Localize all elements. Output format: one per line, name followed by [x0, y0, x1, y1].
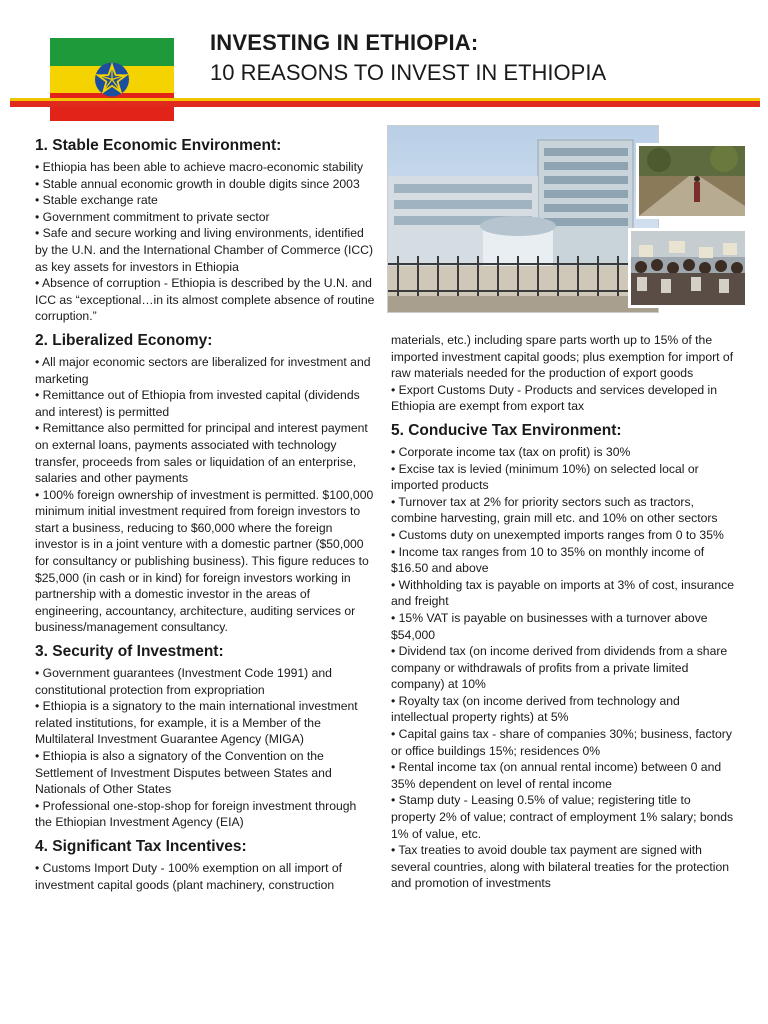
export-duty-list	[391, 382, 736, 415]
left-column	[35, 136, 375, 893]
list-item: • Export Customs Duty - Products and services developed in Ethiopia are exempt from export tax	[391, 382, 718, 414]
building-photo	[387, 125, 659, 313]
list-item: • Withholding tax is payable on imports at 3% of cost, insurance and freight	[391, 577, 734, 609]
list-item: • Customs duty on unexempted imports ranges from 0 to 35%	[391, 527, 724, 542]
header-rule-red	[10, 101, 760, 107]
list-item: • Government guarantees (Investment Code 1991) and constitutional protection from expropriation	[35, 666, 332, 697]
list-item: • Ethiopia has been able to achieve macro-economic stability	[35, 160, 364, 174]
list-item: • Tax treaties to avoid double tax payment are signed with several countries, along with bilateral treaties for the protection and promotion of investments	[391, 843, 730, 891]
list-item: • Government commitment to private sector	[35, 209, 270, 224]
page-subtitle: 10 REASONS TO INVEST IN ETHIOPIA	[210, 60, 607, 85]
list-item: • Capital gains tax - share of companies 30%; business, factory or office buildings 15%; residences 0%	[391, 727, 732, 758]
list-item: • 100% foreign ownership of investment is permitted. $100,000 minimum initial investment required from foreign investors to start a business, reducing to $60,000 where the foreign investor is in a joint venture with a domestic partner ($50,000 for consultancy or publishing business). This figure reduces to $25,000 (in cash or in kind) for foreign investors working in partnership with a domestic investor in the areas of engineering, accountancy, architecture, auditing services or business/management consultancy.	[35, 487, 374, 635]
list-item: • Rental income tax (on annual rental income) between 0 and 35% dependent on level of rental income	[391, 760, 722, 791]
list-item: • Royalty tax (on income derived from technology and intellectual property rights) at 5%	[391, 693, 680, 725]
section-heading-tax-incentives: 4. Significant Tax Incentives:	[35, 837, 247, 855]
section-heading-liberalized-economy: 2. Liberalized Economy:	[35, 331, 213, 349]
street-photo	[636, 143, 748, 219]
list-item: • Dividend tax (on income derived from dividends from a share company or withdrawals of profits from a private limited company) at 10%	[391, 644, 728, 692]
list-item: • Absence of corruption - Ethiopia is described by the U.N. and ICC as “exceptional…in its almost complete absence of routine corruption.”	[35, 276, 375, 324]
section-list-liberalized-economy	[35, 354, 375, 636]
section-list-stable-economy	[35, 159, 375, 325]
list-item: • Safe and secure working and living environments, identified by the U.N. and the International Chamber of Commerce (ICC) as key assets for investors in Ethiopia	[35, 226, 374, 274]
list-item: • Customs Import Duty - 100% exemption on all import of investment capital goods (plant machinery, construction	[35, 860, 343, 892]
crowd-photo	[628, 228, 748, 308]
list-item: • All major economic sectors are liberalized for investment and marketing	[35, 354, 371, 386]
list-item: • Stable exchange rate	[35, 193, 158, 208]
list-item: • 15% VAT is payable on businesses with a turnover above $54,000	[391, 610, 708, 642]
right-column	[391, 332, 736, 892]
list-item: • Income tax ranges from 10 to 35% on monthly income of $16.50 and above	[391, 544, 705, 576]
section-heading-conducive-tax: 5. Conducive Tax Environment:	[391, 421, 622, 439]
list-item: • Stable annual economic growth in double digits since 2003	[35, 176, 360, 191]
list-item: • Ethiopia is also a signatory of the Convention on the Settlement of Investment Disputes between States and Nationals of Other States	[35, 749, 332, 797]
section-heading-stable-economy: 1. Stable Economic Environment:	[35, 137, 282, 154]
section-list-security-of-investment	[35, 665, 375, 831]
list-item: • Turnover tax at 2% for priority sectors such as tractors, combine harvesting, grain mill etc. and 10% on other sectors	[391, 494, 718, 526]
page-title: INVESTING IN ETHIOPIA:	[210, 30, 479, 55]
list-item: • Remittance out of Ethiopia from invested capital (dividends and interest) is permitted	[35, 388, 360, 419]
star-emblem-icon	[95, 63, 129, 97]
list-item: • Stamp duty - Leasing 0.5% of value; registering title to property 2% of value; contract of employment 1% salary; bonds 1% of value, etc.	[391, 793, 734, 841]
list-item: • Professional one-stop-shop for foreign investment through the Ethiopian Investment Agency (EIA)	[35, 798, 357, 830]
section-list-tax-incentives	[35, 860, 375, 893]
list-item: • Ethiopia is a signatory to the main international investment related institutions, for example, it is a Member of the Multilateral Investment Guarantee Agency (MIGA)	[35, 699, 358, 747]
tax-incentives-continuation: materials, etc.) including spare parts worth up to 15% of the imported investment capital goods; plus exemption for import of raw materials needed for the production of export goods	[391, 333, 734, 381]
section-heading-security-of-investment: 3. Security of Investment:	[35, 643, 224, 661]
section-list-conducive-tax	[391, 444, 736, 892]
ethiopian-flag-icon	[50, 38, 174, 121]
list-item: • Remittance also permitted for principal and interest payment on external loans, payments associated with technology transfer, proceeds from sales or liquidation of an enterprise, salaries and other payments	[35, 421, 368, 486]
list-item: • Corporate income tax (tax on profit) is 30%	[391, 444, 631, 459]
list-item: • Excise tax is levied (minimum 10%) on selected local or imported products	[391, 461, 699, 493]
